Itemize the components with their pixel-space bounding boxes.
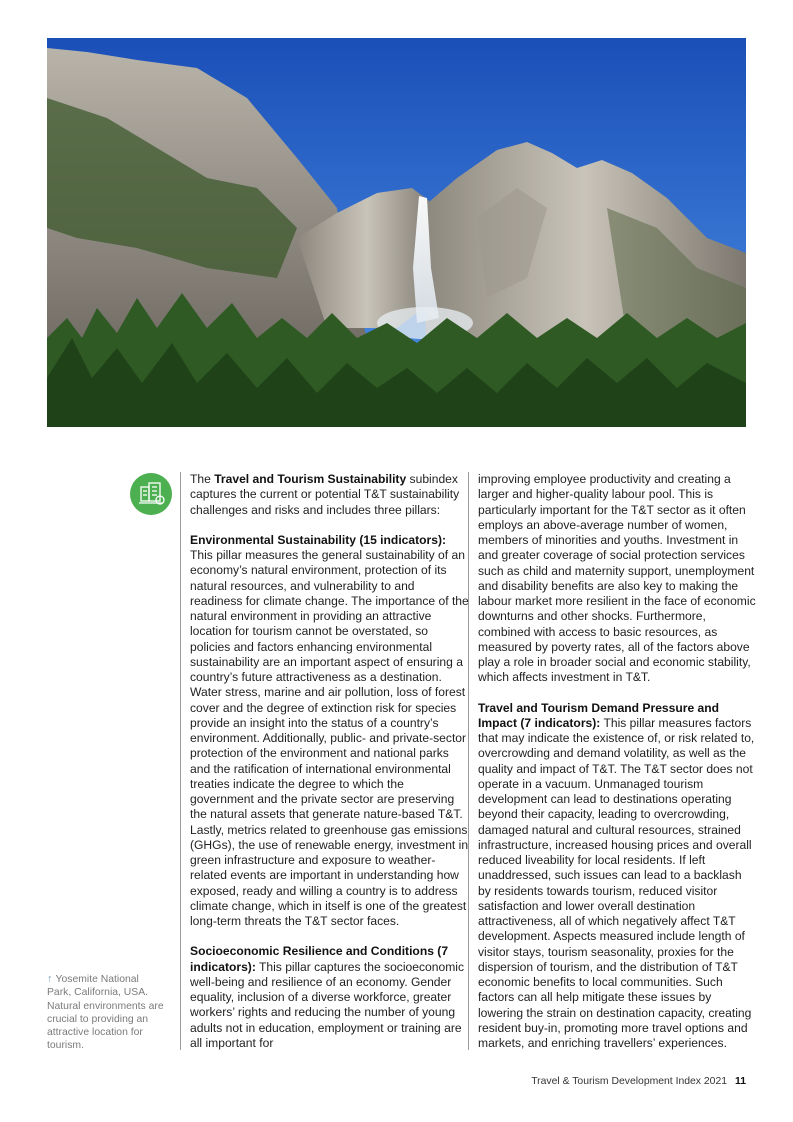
text-column-left [180,472,469,1050]
intro-paragraph: The Travel and Tourism Sustainability subindex captures the current or potential T&T sustainability challenges and risks and includes three pillars: [190,472,460,517]
sustainability-badge-icon [130,473,172,515]
environmental-paragraph: Environmental Sustainability (15 indicators): This pillar measures the general sustainability of an economy’s natural environment, protection of its natural resources, and vulnerability to and readiness for climate change. The importance of the natural environment in providing an attractive location for tourism cannot be overstated, so policies and factors enhancing environmental sustainability are an important aspect of ensuring a country’s future attractiveness as a destination. Water stress, marine and air pollution, loss of forest cover and the degree of extinction risk for species provide an insight into the status of a country’s environment. Additionally, public- and private-sector protection of the environment and national parks and the ratification of international environmental treaties indicate the degree to which the government and the private sector are preserving the natural assets that generate nature-based T&T. Lastly, metrics related to greenhouse gas emissions (GHGs), the use of renewable energy, investment in green infrastructure and exposure to weather-related events are important in understanding how exposed, ready and willing a country is to address climate change, which in itself is one of the greatest long-term threats the T&T sector faces. [190,532,469,928]
socioeconomic-heading: Socioeconomic Resilience and Conditions (7 indicators): [190,944,449,974]
photo-caption: ↑ Yosemite National Park, California, USA. Natural environments are crucial to providing an attractive location for tourism. [47,973,164,1052]
text-column-right [468,472,756,1050]
yosemite-photo [47,38,746,427]
page-number: 11 [735,1076,746,1087]
environmental-heading: Environmental Sustainability (15 indicators): [190,532,447,547]
footer-title: Travel & Tourism Development Index 2021 [531,1076,728,1087]
page-footer [531,1076,746,1087]
continuation-paragraph: improving employee productivity and creating a larger and higher-quality labour pool. This is particularly important for the T&T sector as it often employs an above-average number of women, members of minorities and youths. Investment in and greater coverage of social protection services such as child and maternity support, unemployment and disability benefits are also key to making the labour market more resilient in the face of economic downturns and other shocks. Furthermore, combined with access to basic resources, as measured by poverty rates, all of the factors above play a role in broader social and economic stability, which affects investment in T&T. [478,472,756,685]
yosemite-illustration [47,38,746,427]
demand-paragraph: Travel and Tourism Demand Pressure and Impact (7 indicators): This pillar measures factors that may indicate the existence of, or risk related to, overcrowding and demand volatility, as well as the quality and impact of T&T. The T&T sector does not operate in a vacuum. Unmanaged tourism development can lead to destinations operating beyond their capacity, leading to overcrowding, damaged natural and cultural resources, strained infrastructure, increased housing prices and overall reduced liveability for local residents. If left unaddressed, such issues can lead to a backlash by residents towards tourism, reduced visitor satisfaction and lower overall destination attractiveness, all of which negatively affect T&T development. Aspects measured include length of visitor stays, tourism seasonality, proxies for the dispersion of tourism, and the distribution of T&T economic benefits to local communities. Such factors can all help mitigate these issues by lowering the strain on destination capacity, creating resident buy-in, promoting more travel options and markets, and enriching travellers’ experiences. [478,700,755,1050]
arrow-up-icon: ↑ [47,973,53,985]
demand-heading: Travel and Tourism Demand Pressure and Impact (7 indicators): [478,700,720,730]
socioeconomic-paragraph: Socioeconomic Resilience and Conditions (7 indicators): This pillar captures the socioeconomic well-being and resilience of an economy. Gender equality, inclusion of a diverse workforce, greater workers’ rights and reducing the number of young adults not in education, employment or training are all important for [190,944,465,1050]
